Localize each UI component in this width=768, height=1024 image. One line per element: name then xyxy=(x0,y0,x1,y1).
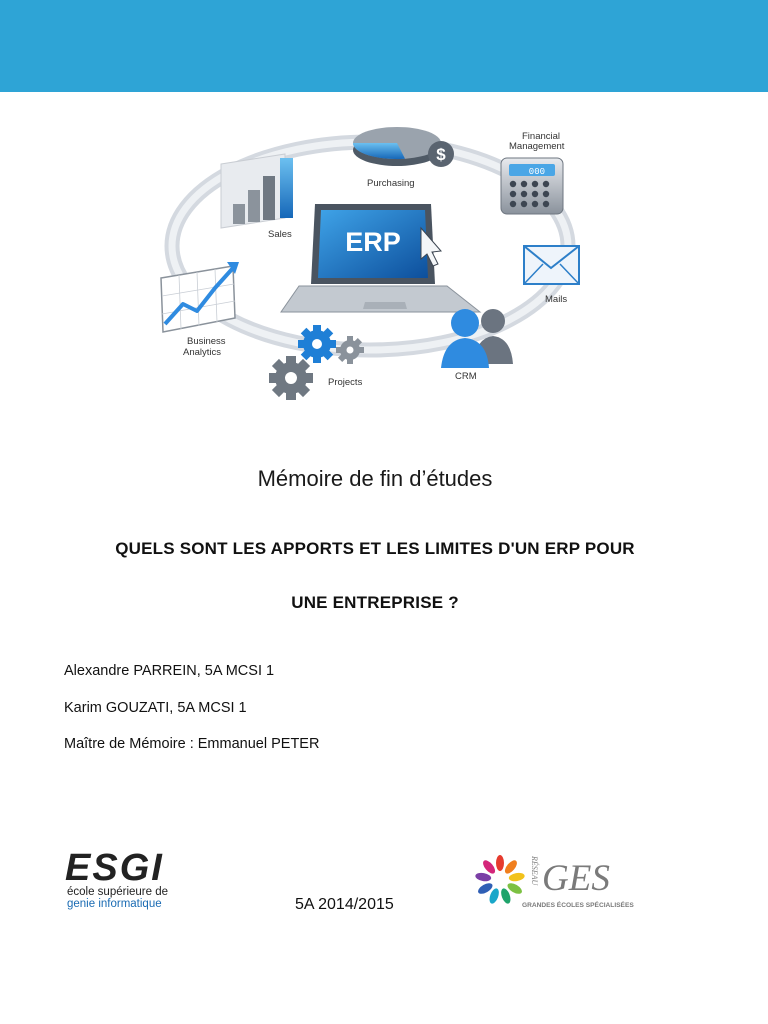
label-business: Business xyxy=(187,336,226,347)
svg-text:GES: GES xyxy=(542,858,610,899)
laptop-icon xyxy=(281,204,480,312)
label-purchasing: Purchasing xyxy=(367,178,415,189)
svg-text:GRANDES ÉCOLES SPÉCIALISÉES: GRANDES ÉCOLES SPÉCIALISÉES xyxy=(522,902,634,909)
calculator-icon xyxy=(501,158,563,214)
label-sales: Sales xyxy=(268,229,292,240)
svg-text:école supérieure de: école supérieure de xyxy=(67,886,169,898)
bar-chart-icon xyxy=(221,154,293,228)
label-financial-1: Financial xyxy=(522,131,561,142)
pie-chart-icon xyxy=(353,127,441,166)
label-financial-2: Management xyxy=(509,141,565,152)
document-subtitle: Mémoire de fin d’études xyxy=(257,466,493,491)
svg-text:genie informatique: genie informatique xyxy=(67,898,162,910)
supervisor-line: Maître de Mémoire : Emmanuel PETER xyxy=(64,736,320,752)
svg-text:000: 000 xyxy=(528,167,545,177)
esgi-logo xyxy=(65,840,190,915)
label-analytics: Analytics xyxy=(183,347,222,358)
svg-text:ERP: ERP xyxy=(345,227,401,257)
label-mails: Mails xyxy=(545,294,568,305)
ges-logo xyxy=(470,850,650,915)
svg-text:ESGI: ESGI xyxy=(65,847,164,889)
svg-text:$: $ xyxy=(436,145,446,164)
document-title-line-1: QUELS SONT LES APPORTS ET LES LIMITES D'UN ERP POUR xyxy=(115,539,635,558)
mail-icon xyxy=(524,246,579,284)
label-crm: CRM xyxy=(455,371,477,382)
header-band xyxy=(0,0,768,92)
label-projects: Projects xyxy=(328,377,363,388)
erp-illustration xyxy=(135,106,625,411)
dollar-icon xyxy=(428,141,454,167)
svg-text:RÉSEAU: RÉSEAU xyxy=(530,856,539,886)
academic-year: 5A 2014/2015 xyxy=(295,896,394,913)
author-line: Alexandre PARREIN, 5A MCSI 1 xyxy=(64,663,275,679)
author-line: Karim GOUZATI, 5A MCSI 1 xyxy=(64,700,247,716)
document-title-line-2: UNE ENTREPRISE ? xyxy=(291,593,459,612)
